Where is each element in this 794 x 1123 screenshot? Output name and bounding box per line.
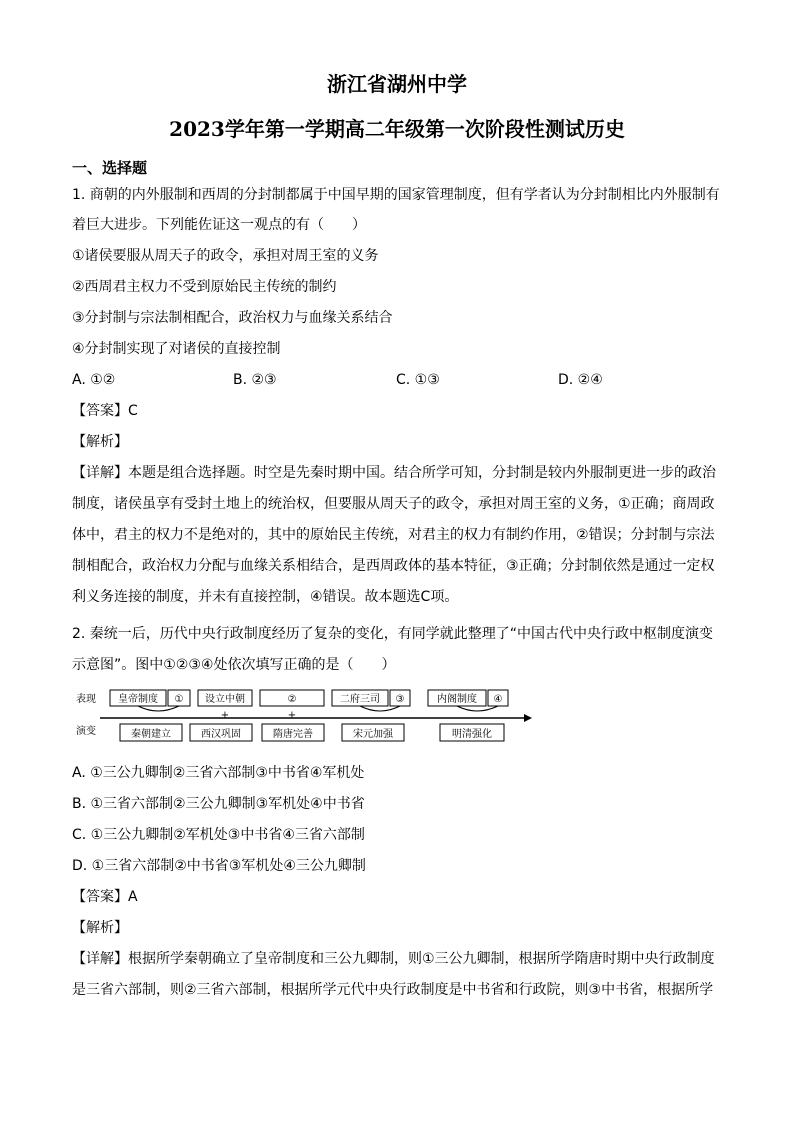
q1-detail-line-3: 体中，君主的权力不是绝对的，其中的原始民主传统，对君主的权力有制约作用，②错误；分封制与宗法: [72, 527, 715, 543]
svg-text:设立中朝: 设立中朝: [205, 694, 245, 705]
q1-detail-line-2: 制度，诸侯虽享有受封土地上的统治权，但要服从周天子的政令，承担对周王室的义务，①正确；商周政: [72, 496, 715, 512]
q2-option-c: C. ①三公九卿制②军机处③中书省④三省六部制: [72, 827, 365, 843]
svg-text:内阁制度: 内阁制度: [437, 694, 477, 705]
q2-option-a: A. ①三公九卿制②三省六部制③中书省④军机处: [72, 765, 365, 781]
svg-text:皇帝制度: 皇帝制度: [118, 694, 158, 705]
q1-detail-line-5: 利义务连接的制度，并未有直接控制，④错误。故本题选C项。: [72, 589, 459, 605]
diagram-plus: +: [287, 710, 297, 721]
q1-answer: 【答案】C: [72, 403, 138, 419]
svg-text:宋元加强: 宋元加强: [353, 729, 393, 740]
diagram-top-box: [168, 690, 190, 706]
diagram-bottom-box: [440, 724, 504, 741]
q1-option-a: A. ①②: [72, 372, 116, 388]
svg-text:二府三司: 二府三司: [340, 694, 380, 705]
svg-text:④: ④: [493, 694, 503, 705]
diagram-connector: [138, 706, 179, 711]
q1-option-b: B. ②③: [233, 372, 277, 388]
diagram-top-box: [260, 690, 324, 706]
diagram-connector: [360, 706, 400, 711]
svg-text:秦朝建立: 秦朝建立: [131, 729, 171, 740]
q1-item-4: ④分封制实现了对诸侯的直接控制: [72, 341, 281, 357]
diagram-bottom-box: [190, 724, 252, 741]
diagram-top-box: [488, 690, 508, 706]
svg-text:明清强化: 明清强化: [452, 729, 492, 740]
q2-stem-line-2: 示意图”。图中①②③④处依次填写正确的是（ ）: [72, 657, 396, 673]
q2-option-b: B. ①三省六部制②三公九卿制③军机处④中书省: [72, 796, 365, 812]
diagram-plus: +: [220, 710, 230, 721]
q2-detail-line-1: 【详解】根据所学秦朝确立了皇帝制度和三公九卿制，则①三公九卿制，根据所学隋唐时期中央行政制度: [72, 951, 715, 967]
diagram-top-box: [198, 690, 252, 706]
section-heading: 一、选择题: [72, 159, 148, 177]
q2-analysis-label: 【解析】: [72, 920, 128, 936]
svg-text:②: ②: [287, 694, 297, 705]
q1-item-3: ③分封制与宗法制相配合，政治权力与血缘关系结合: [72, 310, 393, 326]
diagram-arrow-head: [524, 714, 532, 722]
evolution-diagram: [72, 686, 532, 746]
diagram-bottom-box: [120, 724, 182, 741]
school-title: 浙江省湖州中学: [327, 72, 467, 96]
q1-item-2: ②西周君主权力不受到原始民主传统的制约: [72, 279, 337, 295]
diagram-top-box: [390, 690, 410, 706]
q1-stem-line-2: 着巨大进步。下列能佐证这一观点的有（ ）: [72, 217, 366, 233]
q2-detail-line-2: 是三省六部制，则②三省六部制，根据所学元代中央行政制度是中书省和行政院，则③中书省，根据所学: [72, 982, 714, 998]
diagram-bottom-box: [262, 724, 324, 741]
q1-option-c: C. ①③: [396, 372, 440, 388]
q1-option-d: D. ②④: [558, 372, 603, 388]
q2-answer: 【答案】A: [72, 889, 138, 905]
diagram-bottom-box: [342, 724, 404, 741]
svg-text:西汉巩固: 西汉巩固: [201, 729, 241, 740]
exam-title: 2023学年第一学期高二年级第一次阶段性测试历史: [169, 117, 625, 141]
diagram-top-box: [332, 690, 388, 706]
svg-text:①: ①: [174, 694, 184, 705]
svg-text:③: ③: [395, 694, 405, 705]
q2-option-d: D. ①三省六部制②中书省③军机处④三公九卿制: [72, 858, 366, 874]
q1-detail-line-1: 【详解】本题是组合选择题。时空是先秦时期中国。结合所学可知，分封制是较内外服制更进一步的政治: [72, 465, 716, 481]
q1-stem-line-1: 1. 商朝的内外服制和西周的分封制都属于中国早期的国家管理制度，但有学者认为分封制相比内外服制有: [72, 187, 720, 203]
q2-stem-line-1: 2. 秦统一后，历代中央行政制度经历了复杂的变化，有同学就此整理了“中国古代中央行政中枢制度演变: [72, 626, 714, 642]
diagram-top-box: [110, 690, 166, 706]
diagram-row-label-top: 表现: [76, 694, 96, 705]
q1-analysis-label: 【解析】: [72, 434, 128, 450]
q1-detail-line-4: 制相配合，政治权力分配与血缘关系相结合，是西周政体的基本特征，③正确；分封制依然是通过一定权: [72, 558, 715, 574]
diagram-top-box: [428, 690, 486, 706]
diagram-connector: [457, 706, 498, 711]
q1-item-1: ①诸侯要服从周天子的政令，承担对周王室的义务: [72, 248, 379, 264]
svg-text:隋唐完善: 隋唐完善: [273, 729, 313, 740]
diagram-row-label-bottom: 演变: [76, 726, 96, 737]
